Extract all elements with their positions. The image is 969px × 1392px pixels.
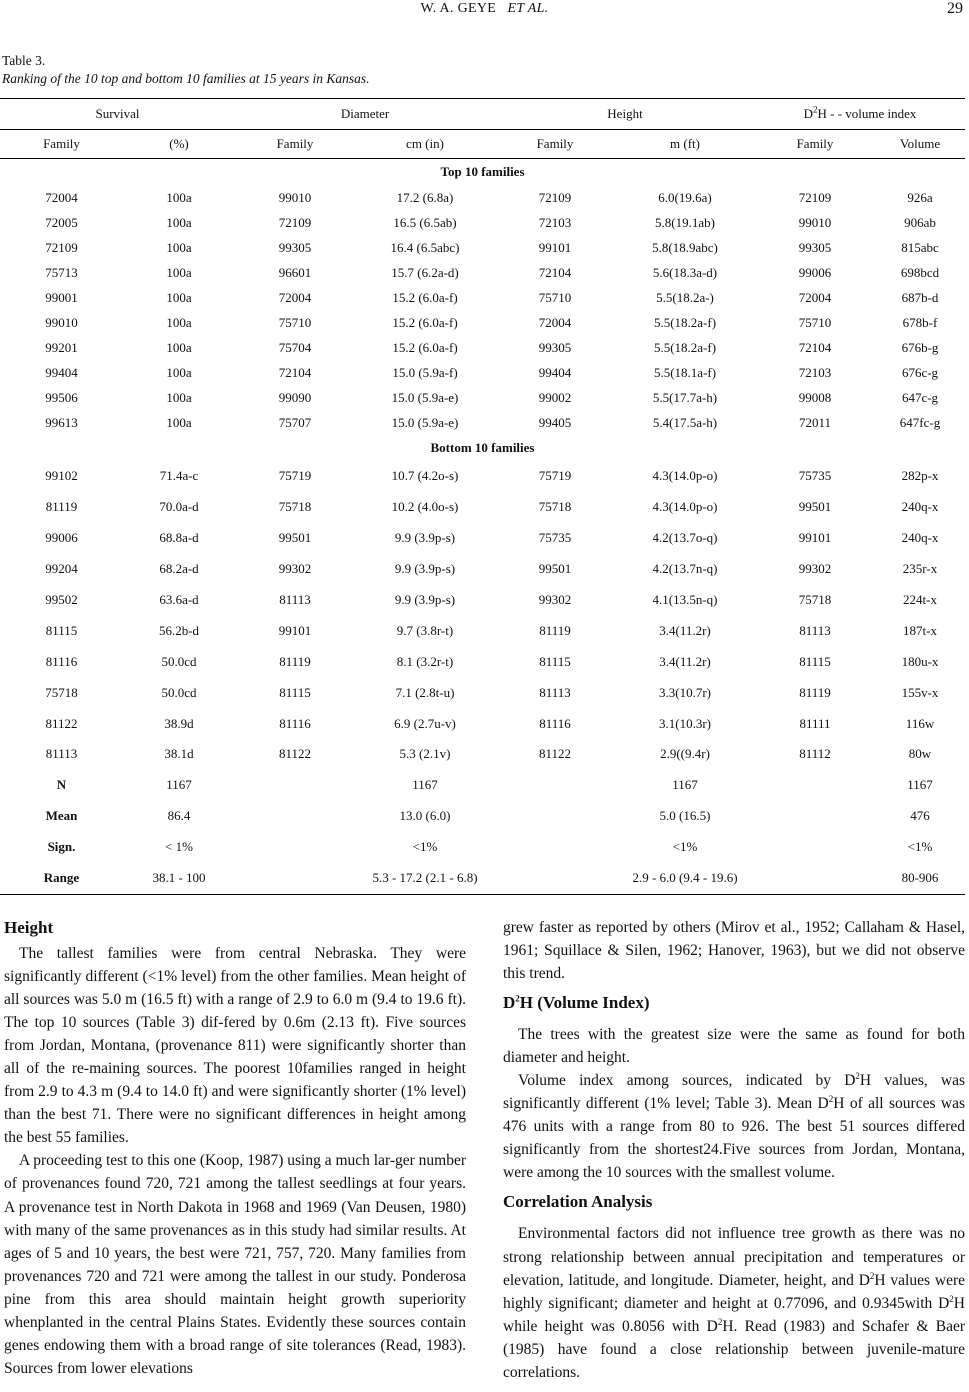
table-row bbox=[0, 235, 965, 260]
table-cell: 678b-f bbox=[902, 314, 938, 330]
summary-diameter: 1167 bbox=[412, 777, 438, 793]
table-cell: 815abc bbox=[901, 239, 939, 255]
table-cell: 5.8(18.9abc) bbox=[652, 239, 718, 255]
table-cell: 180u-x bbox=[901, 653, 939, 669]
table-cell: 5.6(18.3a-d) bbox=[652, 264, 718, 280]
table-cell: 99404 bbox=[538, 364, 572, 380]
table-cell: 99302 bbox=[798, 561, 832, 577]
table-cell: 99501 bbox=[798, 499, 832, 515]
table-cell: 5.4(17.5a-h) bbox=[652, 414, 718, 430]
table-cell: 676b-g bbox=[901, 339, 939, 355]
table-cell: 75710 bbox=[278, 314, 312, 330]
table-row bbox=[0, 585, 965, 616]
height-paragraph-1: The tallest families were from central Nebraska. They were significantly different (<1% level) from the other families. Mean height of all sources was 5.0 m (16.5 ft) with a range of 2.9 to 6.0 m (9.4 to 19.6 ft). The top 10 sources (Table 3) dif-fered by 0.6m (2.13 ft). Five sources from Jordan, Montana, (provenance 811) were significantly shorter than all of the re-maining sources. The poorest 10families ranged in height from 2.9 to 4.3 m (9.4 to 14.0 ft) and were significantly shorter (1% level) than the best 71. There were no significant differences in height among the best 55 families. bbox=[4, 945, 466, 1147]
table-cell: 81115 bbox=[279, 684, 311, 700]
table-cell: 72103 bbox=[538, 214, 572, 230]
table-cell: 100a bbox=[166, 189, 192, 205]
table-cell: 224t-x bbox=[903, 592, 937, 607]
table-cell: 72109 bbox=[45, 239, 78, 255]
table-cell: 100a bbox=[166, 339, 192, 355]
table-cell: 99002 bbox=[538, 389, 572, 405]
group-header-row bbox=[0, 99, 965, 130]
ranking-table bbox=[0, 98, 965, 895]
table-cell: 100a bbox=[166, 389, 192, 405]
table-cell: 75719 bbox=[538, 468, 572, 484]
table-cell: 2.9((9.4r) bbox=[660, 746, 710, 762]
table-cell: 4.3(14.0p-o) bbox=[652, 499, 718, 515]
table-cell: 63.6a-d bbox=[159, 592, 199, 607]
table-cell: 187t-x bbox=[903, 622, 937, 638]
table-cell: 698bcd bbox=[900, 264, 940, 280]
table-cell: 75704 bbox=[278, 339, 312, 355]
table-row bbox=[0, 285, 965, 310]
column-header: Family bbox=[235, 130, 355, 159]
table-cell: 81122 bbox=[278, 746, 312, 762]
table-cell: 81116 bbox=[45, 653, 78, 669]
summary-diameter: <1% bbox=[412, 839, 438, 855]
table-cell: 3.3(10.7r) bbox=[659, 684, 711, 700]
table-cell: 99302 bbox=[278, 561, 312, 577]
table-row bbox=[0, 360, 965, 385]
table-cell: 72004 bbox=[538, 314, 572, 330]
table-cell: 99501 bbox=[538, 561, 572, 577]
table-row bbox=[0, 260, 965, 285]
table-row bbox=[0, 210, 965, 235]
table-cell: 15.2 (6.0a-f) bbox=[392, 339, 458, 355]
table-row bbox=[0, 523, 965, 554]
table-cell: 9.9 (3.9p-s) bbox=[394, 530, 456, 546]
table-cell: 240q-x bbox=[901, 530, 939, 546]
table-cell: 72004 bbox=[278, 289, 312, 305]
table-cell: 99010 bbox=[278, 189, 312, 205]
correlation-paragraph: Environmental factors did not influence tree growth as there was no strong relationship between annual precipitation and temperatures or elevation, latitude, and longitude. Diameter, height, and $D^2H$ values were highly significant; diameter and height at 0.77096, and 0.9345with $D^2H$ while height was 0.8056 with $D^2H$. Read (1983) and Schafer & Baer (1985) have found a close relationship between juvenile-mature correlations. bbox=[503, 1225, 965, 1381]
table-cell: 8.1 (3.2r-t) bbox=[396, 653, 454, 669]
table-cell: 99001 bbox=[45, 289, 78, 305]
volume-paragraph-2: Volume index among sources, indicated by $D^2H$ values, was significantly different (1% level; Table 3). Mean $D^2H$ of all sources was 476 units with a range from 80 to 926. The best 51 sources differed significantly from the shortest24.Five sources from Jordan, Montana, were among the 10 sources with the smallest volume. bbox=[503, 1071, 966, 1182]
table-cell: 100a bbox=[166, 314, 192, 330]
right-column bbox=[503, 916, 965, 1384]
summary-volume: 1167 bbox=[907, 777, 933, 793]
summary-volume: 80-906 bbox=[875, 863, 965, 895]
summary-gap bbox=[755, 863, 875, 895]
bottom-families-section bbox=[0, 435, 965, 461]
summary-height: <1% bbox=[672, 839, 698, 855]
table-subtitle: Ranking of the 10 top and bottom 10 families at 15 years in Kansas. bbox=[2, 71, 370, 86]
table-cell: 75707 bbox=[278, 414, 312, 430]
summary-survival: 86.4 bbox=[167, 808, 191, 824]
table-cell: 99405 bbox=[538, 414, 572, 430]
table-cell: 50.0cd bbox=[161, 653, 197, 669]
table-cell: 3.4(11.2r) bbox=[659, 622, 711, 638]
table-cell: 72104 bbox=[278, 364, 312, 380]
table-row bbox=[0, 554, 965, 585]
table-cell: 5.5(18.2a-f) bbox=[653, 314, 717, 330]
table-cell: 926a bbox=[907, 189, 933, 205]
table-cell: 99506 bbox=[45, 389, 78, 405]
table-cell: 10.2 (4.0o-s) bbox=[391, 499, 459, 515]
summary-gap bbox=[235, 832, 355, 863]
table-cell: 16.4 (6.5abc) bbox=[390, 239, 460, 255]
table-cell: 70.0a-d bbox=[159, 499, 199, 515]
group-diameter: Diameter bbox=[235, 99, 495, 130]
table-caption bbox=[2, 52, 370, 88]
table-cell: 17.2 (6.8a) bbox=[396, 189, 454, 205]
table-row bbox=[0, 615, 965, 646]
table-cell: 116w bbox=[905, 715, 935, 731]
table-cell: 5.8(19.1ab) bbox=[655, 214, 715, 230]
column-header: Volume bbox=[875, 130, 965, 159]
table-cell: 75718 bbox=[278, 499, 312, 515]
table-cell: 100a bbox=[166, 289, 192, 305]
summary-gap bbox=[235, 801, 355, 832]
table-cell: 75735 bbox=[798, 468, 832, 484]
summary-survival: 38.1 - 100 bbox=[123, 863, 235, 895]
table-cell: 9.7 (3.8r-t) bbox=[396, 622, 454, 638]
table-cell: 81122 bbox=[538, 746, 572, 762]
summary-gap bbox=[495, 770, 615, 801]
table-cell: 72004 bbox=[798, 289, 832, 305]
summary-row bbox=[0, 863, 965, 895]
table-cell: 81119 bbox=[279, 653, 311, 669]
table-cell: 75710 bbox=[798, 314, 832, 330]
table-cell: 72103 bbox=[798, 364, 832, 380]
table-cell: 71.4a-c bbox=[159, 468, 199, 484]
table-cell: 99305 bbox=[278, 239, 312, 255]
table-cell: 15.0 (5.9a-e) bbox=[391, 389, 459, 405]
column-header: m (ft) bbox=[615, 130, 755, 159]
table-cell: 96601 bbox=[278, 264, 312, 280]
summary-label: Range bbox=[0, 863, 123, 895]
summary-volume: <1% bbox=[907, 839, 933, 855]
table-label: Table 3. bbox=[2, 53, 46, 68]
table-cell: 99613 bbox=[45, 414, 78, 430]
volume-index-heading: $D^2H$ (Volume Index) bbox=[503, 993, 650, 1013]
summary-survival: 1167 bbox=[166, 777, 192, 793]
summary-gap bbox=[495, 801, 615, 832]
summary-volume: 476 bbox=[910, 808, 930, 824]
table-cell: 80w bbox=[908, 746, 932, 762]
table-cell: 81113 bbox=[45, 746, 78, 762]
table-cell: 99204 bbox=[45, 561, 78, 577]
column-header: Family bbox=[0, 130, 123, 159]
table-cell: 99010 bbox=[798, 214, 832, 230]
table-cell: 15.0 (5.9a-e) bbox=[391, 414, 459, 430]
table-cell: 99010 bbox=[45, 314, 78, 330]
table-cell: 81113 bbox=[279, 592, 311, 607]
table-cell: 72109 bbox=[278, 214, 312, 230]
table-cell: 81115 bbox=[799, 653, 831, 669]
table-cell: 5.5(17.7a-h) bbox=[652, 389, 718, 405]
table-cell: 81119 bbox=[45, 499, 78, 515]
table-cell: 3.4(11.2r) bbox=[659, 653, 711, 669]
table-row bbox=[0, 410, 965, 435]
table-cell: 68.2a-d bbox=[159, 561, 199, 577]
table-cell: 50.0cd bbox=[161, 684, 197, 700]
table-cell: 72109 bbox=[798, 189, 832, 205]
table-cell: 100a bbox=[166, 239, 192, 255]
running-head bbox=[0, 0, 969, 24]
summary-label: Mean bbox=[45, 808, 78, 824]
table-cell: 99101 bbox=[538, 239, 572, 255]
table-cell: 68.8a-d bbox=[159, 530, 199, 546]
summary-gap bbox=[235, 770, 355, 801]
table-cell: 3.1(10.3r) bbox=[659, 715, 711, 731]
table-row bbox=[0, 646, 965, 677]
table-cell: 676c-g bbox=[901, 364, 939, 380]
table-cell: 81119 bbox=[539, 622, 571, 638]
table-cell: 5.5(18.1a-f) bbox=[653, 364, 717, 380]
table-cell: 4.2(13.7n-q) bbox=[652, 561, 718, 577]
height-paragraph-2: A proceeding test to this one (Koop, 1987) using a much lar-ger number of provenances found 720, 721 among the tallest seedlings at four years. A provenance test in North Dakota in 1968 and 1969 (Van Deusen, 1980) with many of the same provenances as in this study had similar results. At ages of 5 and 10 years, the best were 721, 757, 720. Many families from provenances 720 and 721 were among the tallest in our study. Ponderosa pine from this area should maintain height growth superiority whenplanted in the central Plains States. Evidently these sources contain genes endowing them with a broad range of site tolerances (Read, 1983). Sources from lower elevations bbox=[4, 1152, 466, 1377]
table-cell: 906ab bbox=[904, 214, 936, 230]
summary-label: Sign. bbox=[47, 839, 76, 855]
table-cell: 81122 bbox=[45, 715, 78, 731]
table-row bbox=[0, 310, 965, 335]
table-cell: 72011 bbox=[798, 414, 832, 430]
summary-row bbox=[0, 770, 965, 801]
table-cell: 15.2 (6.0a-f) bbox=[392, 314, 458, 330]
table-cell: 4.3(14.0p-o) bbox=[652, 468, 718, 484]
table-cell: 81113 bbox=[799, 622, 831, 638]
table-row bbox=[0, 739, 965, 770]
table-cell: 75718 bbox=[798, 592, 832, 607]
column-header: Family bbox=[755, 130, 875, 159]
table-cell: 6.0(19.6a) bbox=[658, 189, 712, 205]
table-cell: 81112 bbox=[799, 746, 831, 762]
summary-survival: < 1% bbox=[165, 839, 193, 855]
table-cell: 15.0 (5.9a-f) bbox=[392, 364, 458, 380]
correlation-heading: Correlation Analysis bbox=[503, 1192, 653, 1212]
table-cell: 81111 bbox=[799, 715, 831, 731]
table-cell: 72004 bbox=[45, 189, 78, 205]
table-cell: 687b-d bbox=[901, 289, 939, 305]
group-survival: Survival bbox=[0, 99, 235, 130]
table-cell: 99302 bbox=[538, 592, 572, 607]
summary-height: 2.9 - 6.0 (9.4 - 19.6) bbox=[615, 863, 755, 895]
table-cell: 72109 bbox=[538, 189, 572, 205]
table-cell: 38.9d bbox=[164, 715, 194, 731]
table-cell: 5.5(18.2a-f) bbox=[653, 339, 717, 355]
table-cell: 282p-x bbox=[901, 468, 939, 484]
table-cell: 81115 bbox=[45, 622, 78, 638]
table-cell: 99502 bbox=[45, 592, 78, 607]
table-cell: 647c-g bbox=[901, 389, 939, 405]
left-column bbox=[4, 916, 466, 1380]
height-heading: Height bbox=[4, 918, 54, 937]
table-cell: 6.9 (2.7u-v) bbox=[394, 715, 456, 731]
table-row bbox=[0, 185, 965, 210]
column-header-row bbox=[0, 130, 965, 159]
running-head-authors: W. A. GEYE ET AL. bbox=[420, 1, 549, 16]
table-cell: 4.1(13.5n-q) bbox=[652, 592, 718, 607]
table-cell: 99305 bbox=[798, 239, 832, 255]
table-cell: 15.7 (6.2a-d) bbox=[391, 264, 459, 280]
table-cell: 75718 bbox=[538, 499, 572, 515]
bottom-families-section-label: Bottom 10 families bbox=[430, 440, 535, 455]
table-cell: 72104 bbox=[538, 264, 572, 280]
table-row bbox=[0, 677, 965, 708]
table-cell: 81113 bbox=[539, 684, 571, 700]
table-cell: 75710 bbox=[538, 289, 572, 305]
table-row bbox=[0, 335, 965, 360]
summary-gap bbox=[755, 832, 875, 863]
table-cell: 7.1 (2.8t-u) bbox=[395, 684, 455, 700]
table-cell: 75713 bbox=[45, 264, 78, 280]
summary-height: 5.0 (16.5) bbox=[659, 808, 711, 824]
table-cell: 10.7 (4.2o-s) bbox=[391, 468, 459, 484]
table-cell: 99102 bbox=[45, 468, 78, 484]
table-cell: 72005 bbox=[45, 214, 78, 230]
table-cell: 16.5 (6.5ab) bbox=[393, 214, 457, 230]
table-cell: 100a bbox=[166, 214, 192, 230]
table-cell: 81116 bbox=[539, 715, 571, 731]
table-row bbox=[0, 708, 965, 739]
table-cell: 235r-x bbox=[902, 561, 938, 577]
table-cell: 99404 bbox=[45, 364, 78, 380]
page-number: 29 bbox=[947, 0, 963, 17]
table-cell: 9.9 (3.9p-s) bbox=[394, 592, 456, 607]
table-row bbox=[0, 492, 965, 523]
table-cell: 4.2(13.7o-q) bbox=[652, 530, 718, 546]
summary-row bbox=[0, 801, 965, 832]
summary-diameter: 13.0 (6.0) bbox=[399, 808, 451, 824]
summary-label: N bbox=[56, 777, 67, 793]
table-cell: 75735 bbox=[538, 530, 572, 546]
continued-paragraph: grew faster as reported by others (Mirov et al., 1952; Callaham & Hasel, 1961; Squillace & Silen, 1962; Hanover, 1963), but we did not observe this trend. bbox=[503, 919, 965, 983]
top-families-section bbox=[0, 159, 965, 186]
table-row bbox=[0, 385, 965, 410]
summary-diameter: 5.3 - 17.2 (2.1 - 6.8) bbox=[355, 863, 495, 895]
table-cell: 72104 bbox=[798, 339, 832, 355]
table-cell: 5.3 (2.1v) bbox=[399, 746, 451, 762]
summary-row bbox=[0, 832, 965, 863]
summary-gap bbox=[235, 863, 355, 895]
group-height: Height bbox=[495, 99, 755, 130]
table-cell: 99006 bbox=[45, 530, 78, 546]
table-cell: 9.9 (3.9p-s) bbox=[394, 561, 456, 577]
table-cell: 38.1d bbox=[164, 746, 194, 762]
table-cell: 99201 bbox=[45, 339, 78, 355]
table-cell: 81115 bbox=[539, 653, 571, 669]
table-cell: 100a bbox=[166, 264, 192, 280]
table-cell: 647fc-g bbox=[899, 414, 941, 430]
summary-gap bbox=[755, 770, 875, 801]
table-row bbox=[0, 461, 965, 492]
table-cell: 56.2b-d bbox=[158, 622, 200, 638]
table-cell: 240q-x bbox=[901, 499, 939, 515]
table-cell: 155v-x bbox=[901, 684, 939, 700]
summary-gap bbox=[495, 832, 615, 863]
table-cell: 75718 bbox=[45, 684, 78, 700]
column-header: (%) bbox=[123, 130, 235, 159]
table-cell: 100a bbox=[166, 364, 192, 380]
volume-paragraph-1: The trees with the greatest size were the same as found for both diameter and height. bbox=[503, 1026, 965, 1067]
table-cell: 99101 bbox=[278, 622, 312, 638]
table-cell: 99008 bbox=[798, 389, 832, 405]
column-header: Family bbox=[495, 130, 615, 159]
group-volume-index: $D^2H$ - - volume index bbox=[755, 99, 965, 130]
table-cell: 99006 bbox=[798, 264, 832, 280]
table-cell: 75719 bbox=[278, 468, 312, 484]
table-cell: 5.5(18.2a-) bbox=[656, 289, 714, 305]
table-cell: 15.2 (6.0a-f) bbox=[392, 289, 458, 305]
table-cell: 99501 bbox=[278, 530, 312, 546]
column-header: cm (in) bbox=[355, 130, 495, 159]
table-cell: 99305 bbox=[538, 339, 572, 355]
top-families-section-label: Top 10 families bbox=[440, 164, 525, 179]
table-cell: 99101 bbox=[798, 530, 832, 546]
table-cell: 81119 bbox=[799, 684, 831, 700]
table-cell: 99090 bbox=[278, 389, 312, 405]
summary-height: 1167 bbox=[672, 777, 698, 793]
summary-gap bbox=[755, 801, 875, 832]
table-cell: 81116 bbox=[279, 715, 311, 731]
table-body bbox=[0, 159, 965, 895]
table-cell: 100a bbox=[166, 414, 192, 430]
summary-gap bbox=[495, 863, 615, 895]
